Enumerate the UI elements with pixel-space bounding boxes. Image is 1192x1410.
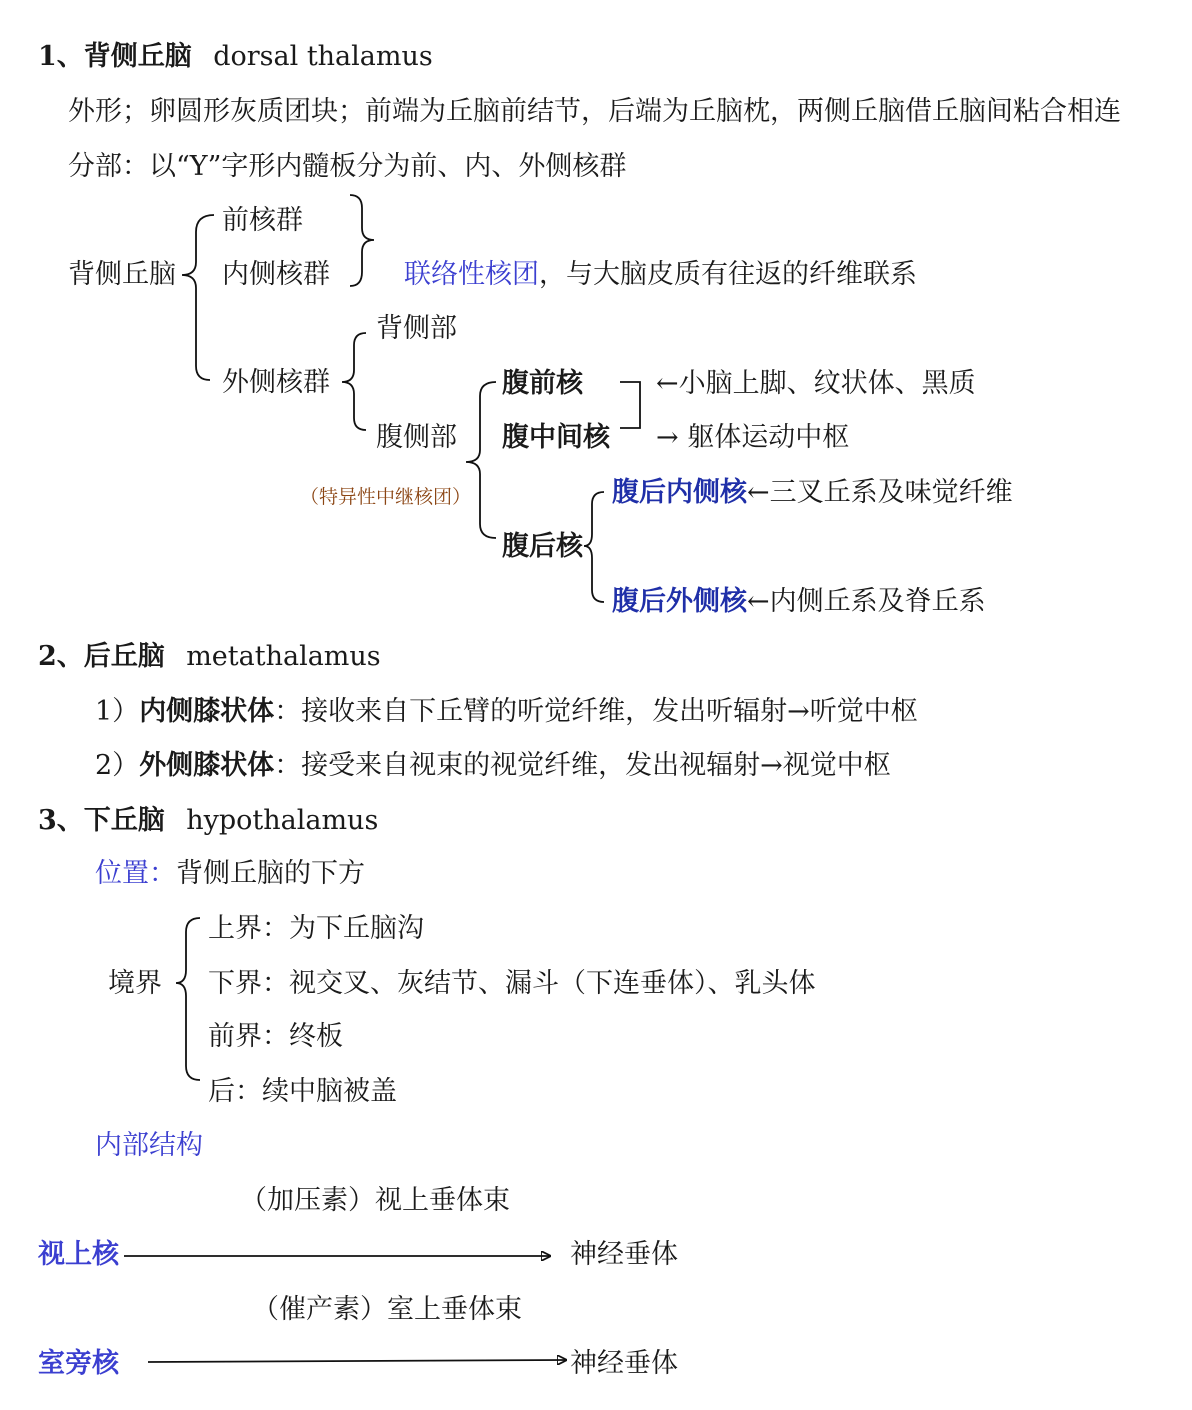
association-nuclei-desc: ，与大脑皮质有往返的纤维联系 [539, 259, 917, 290]
lateral-brace [342, 333, 366, 430]
item-name: 外侧膝状体 [139, 750, 275, 781]
paraventricular-arrow [148, 1360, 566, 1362]
vp-brace [584, 492, 604, 602]
internal-structure-label: 内部结构 [95, 1130, 203, 1161]
section-3-title-en: hypothalamus [186, 805, 379, 836]
supraoptic-tract-label: （加压素）视上垂体束 [240, 1185, 510, 1216]
boundary-label: 境界 [108, 968, 162, 999]
boundary-brace [176, 918, 200, 1080]
boundary-lower: 下界：视交叉、灰结节、漏斗（下连垂体）、乳头体 [208, 968, 816, 999]
section-3-title-cn: 下丘脑 [83, 805, 165, 836]
vpm-input-text: ←三叉丘系及味觉纤维 [747, 477, 1013, 508]
vpl-nucleus-label: 腹后外侧核 [612, 586, 747, 617]
item-desc: ：接受来自视束的视觉纤维，发出视辐射→视觉中枢 [274, 750, 891, 781]
section-2-title-en: metathalamus [186, 641, 381, 672]
va-nucleus-label: 腹前核 [502, 368, 583, 399]
supraoptic-target-label: 神经垂体 [570, 1239, 678, 1270]
boundary-posterior: 后：续中脑被盖 [208, 1076, 397, 1107]
root-brace [182, 215, 214, 380]
vpl-input-text: ←内侧丘系及脊丘系 [747, 586, 986, 617]
thalamus-shape-text: 外形；卵圆形灰质团块；前端为丘脑前结节，后端为丘脑枕，两侧丘脑借丘脑间粘合相连 [68, 96, 1121, 127]
ventral-part-label: 腹侧部 [376, 422, 457, 453]
position-label: 位置： [95, 858, 176, 889]
va-vl-output-text: → 躯体运动中枢 [656, 422, 850, 453]
association-nuclei-label: 联络性核团 [404, 259, 539, 290]
vp-nucleus-label: 腹后核 [502, 531, 583, 562]
position-value: 背侧丘脑的下方 [176, 858, 365, 889]
thalamus-division-text: 分部：以“Y”字形内髓板分为前、内、外侧核群 [68, 151, 627, 182]
paraventricular-target-label: 神经垂体 [570, 1348, 678, 1379]
item-number: 2） [95, 750, 140, 781]
section-2-title-cn: 后丘脑 [83, 641, 165, 672]
item-number: 1） [95, 696, 140, 727]
vl-nucleus-label: 腹中间核 [502, 422, 610, 453]
tree-root-label: 背侧丘脑 [68, 259, 176, 290]
item-name: 内侧膝状体 [139, 696, 275, 727]
ventral-part-brace [466, 382, 496, 538]
supraoptic-nucleus-label: 视上核 [38, 1239, 119, 1270]
dorsal-part-label: 背侧部 [376, 313, 457, 344]
anterior-medial-brace [350, 195, 374, 286]
anterior-nuclei-label: 前核群 [222, 205, 303, 236]
lateral-nuclei-label: 外侧核群 [222, 367, 330, 398]
section-1-number: 1、 [38, 41, 84, 72]
vpm-nucleus-label: 腹后内侧核 [612, 477, 747, 508]
section-2-number: 2、 [38, 641, 84, 672]
section-1-title-cn: 背侧丘脑 [83, 41, 192, 72]
paraventricular-tract-label: （催产素）室上垂体束 [252, 1294, 522, 1325]
boundary-anterior: 前界：终板 [208, 1021, 343, 1052]
item-desc: ：接收来自下丘臂的听觉纤维，发出听辐射→听觉中枢 [274, 696, 918, 727]
va-vl-bracket [620, 382, 640, 428]
va-vl-input-text: ←小脑上脚、纹状体、黑质 [656, 368, 976, 399]
specific-relay-label: （特异性中继核团） [300, 486, 472, 508]
section-3-number: 3、 [38, 805, 84, 836]
medial-nuclei-label: 内侧核群 [222, 259, 330, 290]
section-1-title-en: dorsal thalamus [213, 41, 433, 72]
paraventricular-nucleus-label: 室旁核 [38, 1348, 119, 1379]
boundary-upper: 上界：为下丘脑沟 [208, 913, 424, 944]
